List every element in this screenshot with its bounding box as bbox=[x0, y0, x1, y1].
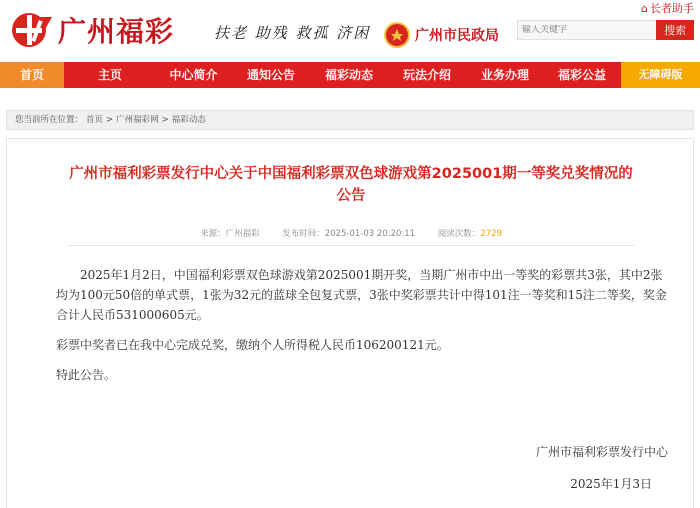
main-nav bbox=[0, 62, 700, 88]
breadcrumb-sep: > bbox=[106, 115, 114, 125]
nav-item-main[interactable]: 主页 bbox=[97, 68, 122, 82]
article-title: 广州市福利彩票发行中心关于中国福利彩票双色球游戏第2025001期一等奖兑奖情况的公告 bbox=[69, 166, 633, 204]
search-box bbox=[517, 20, 656, 40]
signature-org: 广州市福利彩票发行中心 bbox=[535, 445, 668, 459]
article-views bbox=[438, 229, 502, 239]
site-logo[interactable] bbox=[10, 10, 174, 50]
site-header bbox=[0, 0, 700, 62]
breadcrumb bbox=[6, 110, 694, 130]
article-body bbox=[56, 265, 668, 395]
breadcrumb-current[interactable]: 福彩动态 bbox=[171, 115, 206, 125]
search-bar bbox=[517, 20, 694, 40]
elder-assistant-icon: ⌂ bbox=[641, 1, 648, 15]
nav-item-charity[interactable]: 福彩公益 bbox=[557, 68, 606, 82]
article-paragraph: 2025年1月2日，中国福利彩票双色球游戏第2025001期开奖，当期广州市中出一等奖的彩票共3张，其中2张均为100元50倍的单式票，1张为32元的蓝球全包复式票，3张中奖彩票共计中得101注一等奖和15注二等奖，奖金合计人民币531000605元。 bbox=[56, 268, 667, 322]
article-panel bbox=[6, 138, 694, 508]
nav-item-accessible[interactable]: 无障碍版 bbox=[621, 62, 700, 88]
nav-item-home[interactable]: 首页 bbox=[0, 62, 64, 88]
nav-item-about[interactable]: 中心简介 bbox=[169, 68, 218, 82]
welfare-lottery-logo-icon bbox=[10, 11, 54, 49]
article-paragraph: 特此公告。 bbox=[56, 368, 117, 382]
article-paragraph: 彩票中奖者已在我中心完成兑奖，缴纳个人所得税人民币106200121元。 bbox=[56, 338, 449, 352]
civil-affairs-emblem-icon bbox=[384, 22, 410, 48]
search-button[interactable]: 搜索 bbox=[656, 20, 694, 40]
nav-item-services[interactable]: 业务办理 bbox=[480, 68, 529, 82]
civil-affairs-link[interactable] bbox=[384, 22, 499, 48]
nav-item-games[interactable]: 玩法介绍 bbox=[402, 68, 451, 82]
civil-affairs-label: 广州市民政局 bbox=[415, 28, 499, 44]
article-publish-time: 发布时间：2025-01-03 20:20:11 bbox=[282, 229, 416, 239]
elder-assistant-link[interactable] bbox=[641, 0, 694, 16]
breadcrumb-home[interactable]: 首页 bbox=[86, 115, 104, 125]
signature-date: 2025年1月3日 bbox=[570, 477, 652, 491]
search-input[interactable] bbox=[522, 25, 632, 35]
article-source: 来源：广州福彩 bbox=[200, 229, 260, 239]
nav-item-notices[interactable]: 通知公告 bbox=[246, 68, 295, 82]
views-label: 阅读次数： bbox=[437, 229, 481, 239]
views-count: 2729 bbox=[480, 229, 502, 239]
nav-item-news[interactable]: 福彩动态 bbox=[324, 68, 373, 82]
divider bbox=[67, 245, 635, 246]
breadcrumb-site[interactable]: 广州福彩网 bbox=[116, 115, 159, 125]
breadcrumb-sep: > bbox=[161, 115, 169, 125]
elder-assistant-label: 长者助手 bbox=[650, 2, 694, 15]
slogan: 扶老 助残 救孤 济困 bbox=[214, 24, 371, 42]
article-meta bbox=[7, 227, 695, 239]
logo-text: 广州福彩 bbox=[58, 15, 175, 48]
breadcrumb-prefix: 您当前所在位置： bbox=[15, 115, 84, 125]
